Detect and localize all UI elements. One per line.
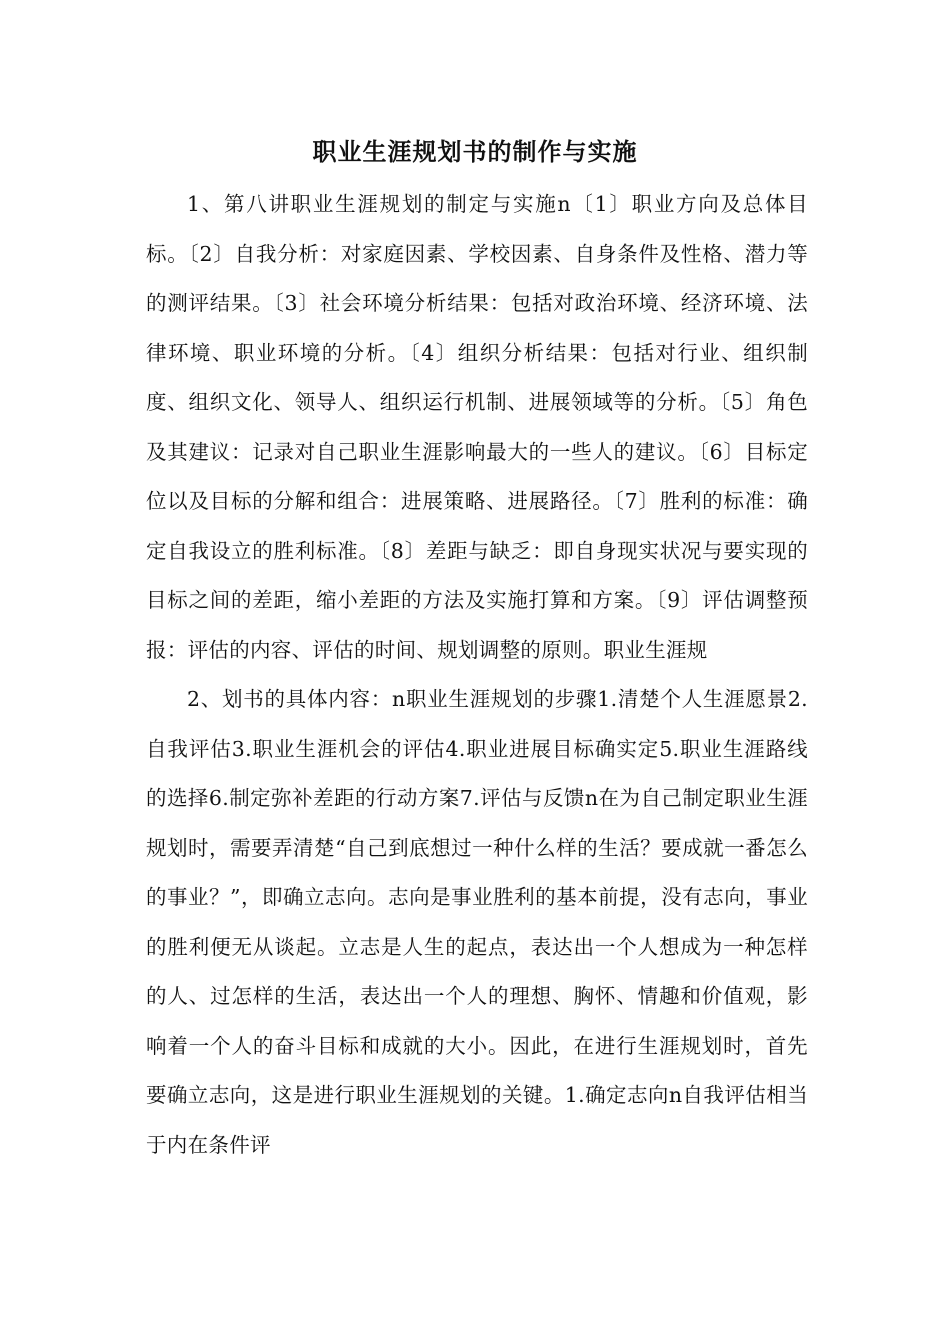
document-title: 职业生涯规划书的制作与实施: [312, 137, 638, 166]
paragraph-1: 1、第八讲职业生涯规划的制定与实施n〔1〕职业方向及总体目标。〔2〕自我分析：对家庭因素、学校因素、自身条件及性格、潜力等的测评结果。〔3〕社会环境分析结果：包括对政治环境、经济环境、法律环境、职业环境的分析。〔4〕组织分析结果：包括对行业、组织制度、组织文化、领导人、组织运行机制、进展领域等的分析。〔5〕角色及其建议：记录对自己职业生涯影响最大的一些人的建议。〔6〕目标定位以及目标的分解和组合：进展策略、进展路径。〔7〕胜利的标准：确定自我设立的胜利标准。〔8〕差距与缺乏：即自身现实状况与要实现的目标之间的差距，缩小差距的方法及实施打算和方案。〔9〕评估调整预报：评估的内容、评估的时间、规划调整的原则。职业生涯规: [146, 192, 808, 662]
paragraph-2: 2、划书的具体内容：n职业生涯规划的步骤1.清楚个人生涯愿景2.自我评估3.职业生涯机会的评估4.职业进展目标确实定5.职业生涯路线的选择6.制定弥补差距的行动方案7.评估与反馈n在为自己制定职业生涯规划时，需要弄清楚“自己到底想过一种什么样的生活？要成就一番怎么的事业？”，即确立志向。志向是事业胜利的基本前提，没有志向，事业的胜利便无从谈起。立志是人生的起点，表达出一个人想成为一种怎样的人、过怎样的生活，表达出一个人的理想、胸怀、情趣和价值观，影响着一个人的奋斗目标和成就的大小。因此，在进行生涯规划时，首先要确立志向，这是进行职业生涯规划的关键。1.确定志向n自我评估相当于内在条件评: [146, 687, 808, 1157]
document-body: [146, 180, 808, 1170]
